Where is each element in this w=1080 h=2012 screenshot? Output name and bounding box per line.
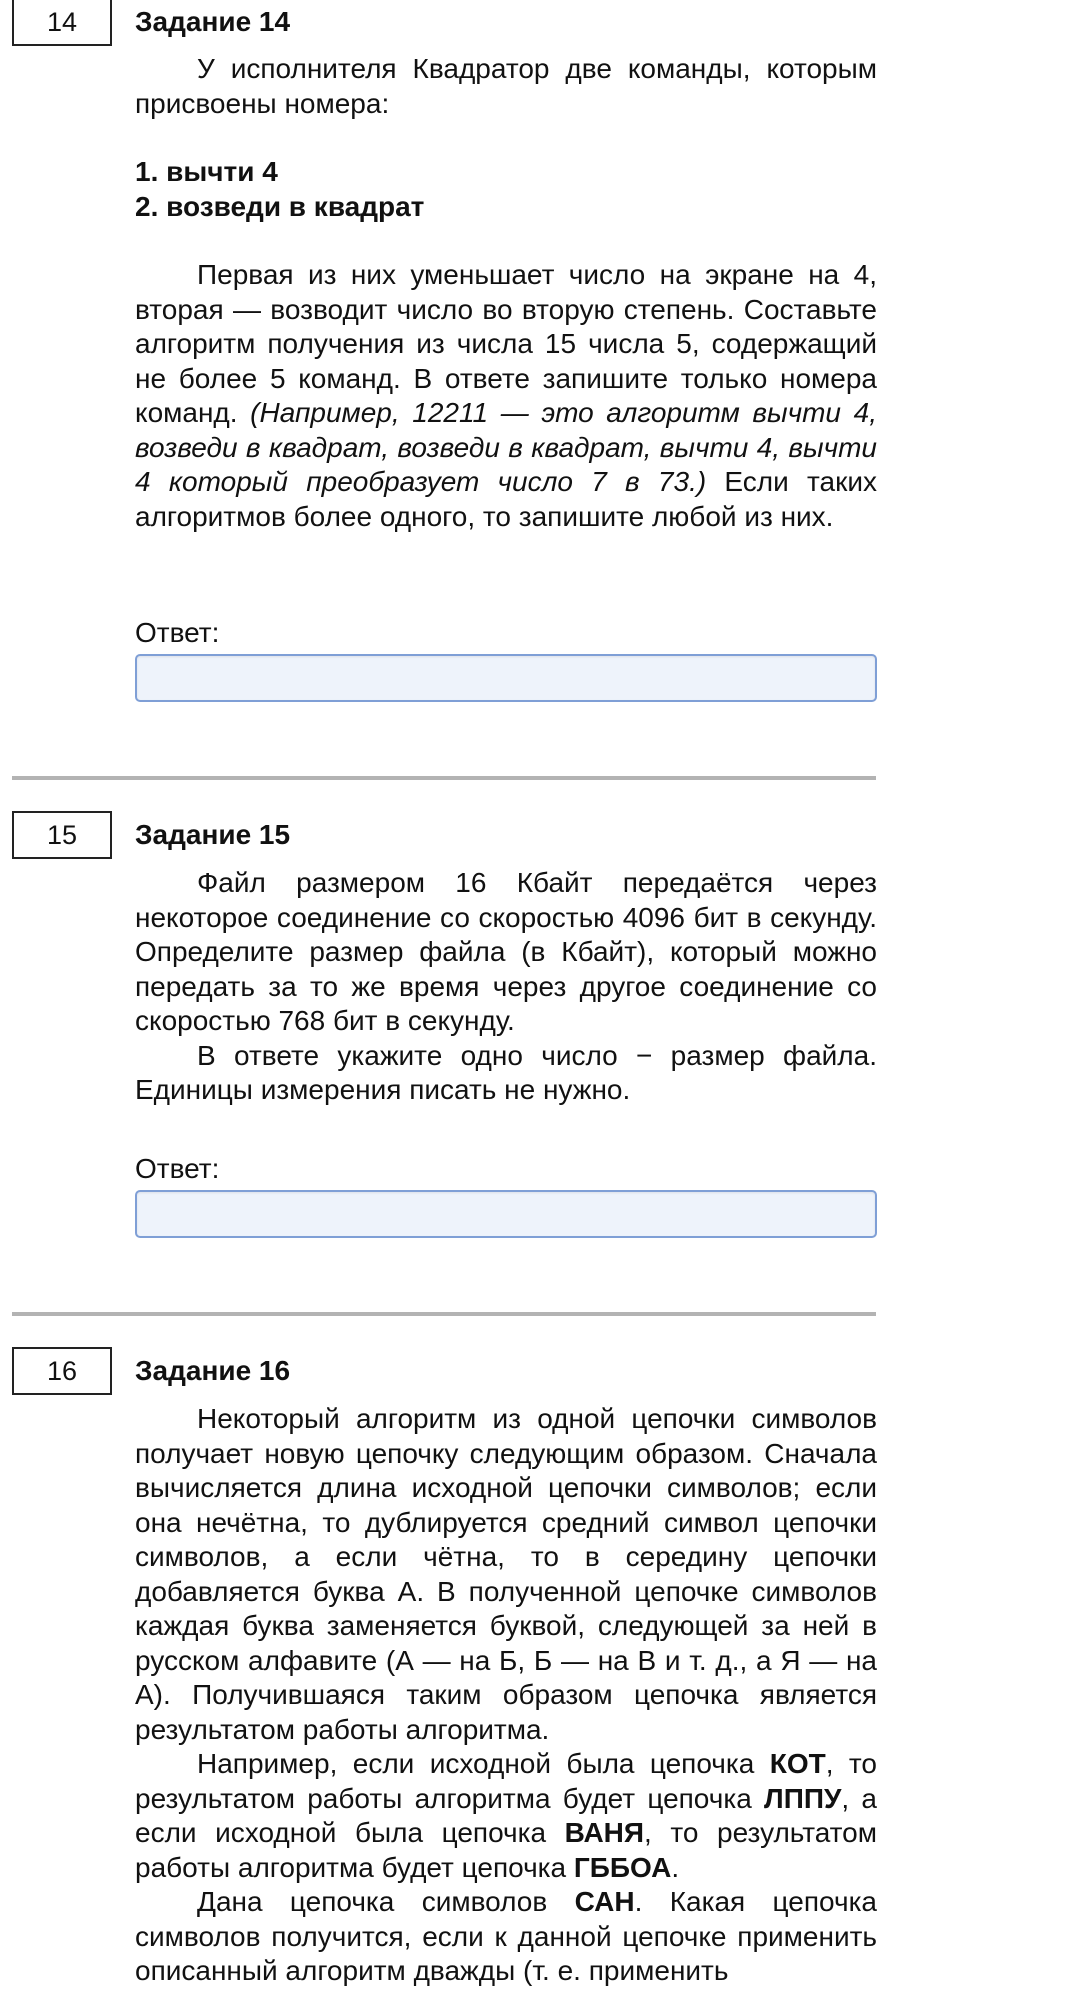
example-text: . [671,1851,680,1883]
task-text-example: (Например, 12211 — это алгоритм вычти 4, возведи в квадрат, возведи в квадрат, вычти 4, вычти 4 который преобразует число 7 в 73.) [135,397,877,497]
task-paragraph-1: Некоторый алгоритм из одной цепочки символов получает новую цепочку следующим образом. Сначала вычисляется длина исходной цепочки символов; если она нечётна, то дублируется средний символ цепочки символов, а если чётна, то в середину цепочки добавляется буква А. В полученной цепочке символов каждая буква заменяется буквой, следующей за ней в русском алфавите (А — на Б, Б — на В и т. д., а Я — на А). Получившаяся таким образом цепочка является результатом работы алгоритма. [135,1403,877,1745]
task-text [135,258,877,534]
task-text-end: Если таких алгоритмов более одного, то запишите любой из них. [135,466,877,532]
task-number-box: 16 [12,1347,112,1395]
command-1: 1. вычти 4 [135,156,278,187]
answer-input[interactable] [135,654,877,702]
task-paragraph-1: Файл размером 16 Кбайт передаётся через некоторое соединение со скоростью 4096 бит в секунду. Определите размер файла (в Кбайт), который можно передать за то же время через другое соединение со скоростью 768 бит в секунду. [135,867,877,1036]
task-title: Задание 16 [135,1355,291,1386]
answer-label: Ответ: [135,1153,220,1184]
task-divider [12,1312,876,1316]
task-body [135,866,877,1108]
question-text: Дана цепочка символов [197,1886,575,1917]
example-text: Например, если исходной была цепочка [197,1748,770,1779]
example-word: КОТ [769,1748,826,1779]
task-example [135,1747,877,1885]
task-text-main: Первая из них уменьшает число на экране на 4, вторая — возводит число во вторую степень. Составьте алгоритм получения из числа 15 числа 5, содержащий не более 5 команд. В ответе запишите только номера команд. [135,259,877,428]
example-text: , то результатом работы алгоритма будет цепочка [135,1817,877,1883]
example-word: ВАНЯ [564,1817,645,1848]
task-body [135,1402,877,1989]
question-text: . Какая цепочка символов получится, если к данной цепочке применить описанный алгоритм дважды (т. е. применить [135,1886,878,1986]
task-question [135,1885,877,1989]
command-2: 2. возведи в квадрат [135,190,425,222]
answer-input[interactable] [135,1190,877,1238]
example-text: , то результатом работы алгоритма будет цепочка [135,1748,878,1814]
answer-label: Ответ: [135,617,220,648]
task-title: Задание 14 [135,6,291,37]
task-number-box: 15 [12,811,112,859]
example-word: ГББОА [573,1851,672,1883]
task-title: Задание 15 [135,819,291,850]
task-body [135,52,877,534]
example-word: ЛППУ [764,1782,842,1814]
example-text: , а если исходной была цепочка [135,1782,877,1848]
task-divider [12,776,876,780]
task-paragraph-2: В ответе укажите одно число − размер файла. Единицы измерения писать не нужно. [135,1039,877,1105]
task-number-box: 14 [12,0,112,46]
question-word: САН [574,1886,635,1917]
task-intro: У исполнителя Квадратор две команды, которым присвоены номера: [135,53,877,119]
